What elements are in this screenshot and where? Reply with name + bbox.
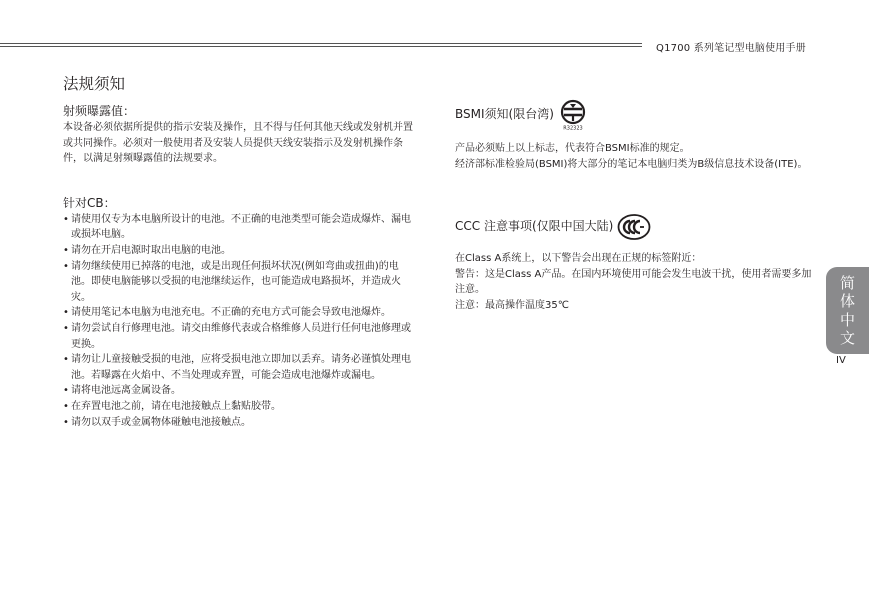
- list-item: • 请使用笔记本电脑为电池充电。不正确的充电方式可能会导致电池爆炸。: [63, 305, 418, 321]
- header-title: Q1700 系列笔记型电脑使用手册: [656, 43, 806, 54]
- bsmi-text-2: 经济部标准检验局(BSMI)将大部分的笔记本电脑归类为B级信息技术设备(ITE)。: [455, 158, 808, 170]
- language-tab: [826, 267, 869, 354]
- list-item: • 请勿尝试自行修理电池。请交由维修代表或合格维修人员进行任何电池修理或更换。: [63, 321, 418, 352]
- ccc-logo-icon: [617, 213, 651, 241]
- ccc-section: [455, 213, 815, 313]
- header-rule: [0, 43, 642, 49]
- language-tab-char: 中: [839, 310, 855, 329]
- page-title: 法规须知: [63, 75, 126, 93]
- list-item: • 请勿以双手或金属物体碰触电池接触点。: [63, 415, 418, 431]
- list-item: • 请使用仅专为本电脑所设计的电池。不正确的电池类型可能会造成爆炸、漏电或损坏电脑。: [63, 212, 418, 243]
- ccc-heading: CCC 注意事项(仅限中国大陆): [455, 219, 614, 234]
- language-tab-char: 文: [839, 329, 855, 347]
- bsmi-section: [455, 101, 815, 172]
- ccc-text-3: 注意：最高操作温度35℃: [455, 299, 569, 311]
- list-item: • 请将电池远离金属设备。: [63, 383, 418, 399]
- cb-list: [63, 212, 418, 430]
- ccc-text-2: 警告：这是Class A产品。在国内环境使用可能会发生电波干扰，使用者需要多加注意。: [455, 268, 812, 296]
- language-tab-char: 简: [839, 273, 855, 292]
- list-item: • 请勿继续使用已掉落的电池，或是出现任何损坏状况(例如弯曲或扭曲)的电池。即使电脑能够以受损的电池继续运作，也可能造成电路损坏，并造成火灾。: [63, 259, 418, 306]
- list-item: • 请勿让儿童接触受损的电池，应将受损电池立即加以丢弃。请务必谨慎处理电池。若曝露在火焰中、不当处理或弃置，可能会造成电池爆炸或漏电。: [63, 352, 418, 383]
- ccc-text-1: 在Class A系统上，以下警告会出现在正规的标签附近：: [455, 253, 702, 264]
- rf-exposure-heading: 射频曝露值：: [63, 104, 136, 118]
- cb-heading: 针对CB：: [63, 195, 116, 210]
- page-number: IV: [836, 355, 846, 366]
- bsmi-logo-code: R32323: [563, 125, 583, 131]
- language-tab-char: 体: [839, 292, 855, 310]
- bsmi-text-1: 产品必须贴上以上标志，代表符合BSMI标准的规定。: [455, 143, 690, 154]
- rf-exposure-text: 本设备必须依据所提供的指示安装及操作，且不得与任何其他天线或发射机并置或共同操作。必须对一般使用者及安装人员提供天线安装指示及发射机操作条件，以满足射频曝露值的法规要求。: [63, 122, 413, 165]
- bsmi-heading: BSMI须知(限台湾): [455, 107, 554, 122]
- bsmi-logo-icon: [558, 99, 588, 131]
- list-item: • 请勿在开启电源时取出电脑的电池。: [63, 243, 418, 259]
- left-column: [63, 103, 418, 430]
- list-item: • 在弃置电池之前，请在电池接触点上黏贴胶带。: [63, 399, 418, 415]
